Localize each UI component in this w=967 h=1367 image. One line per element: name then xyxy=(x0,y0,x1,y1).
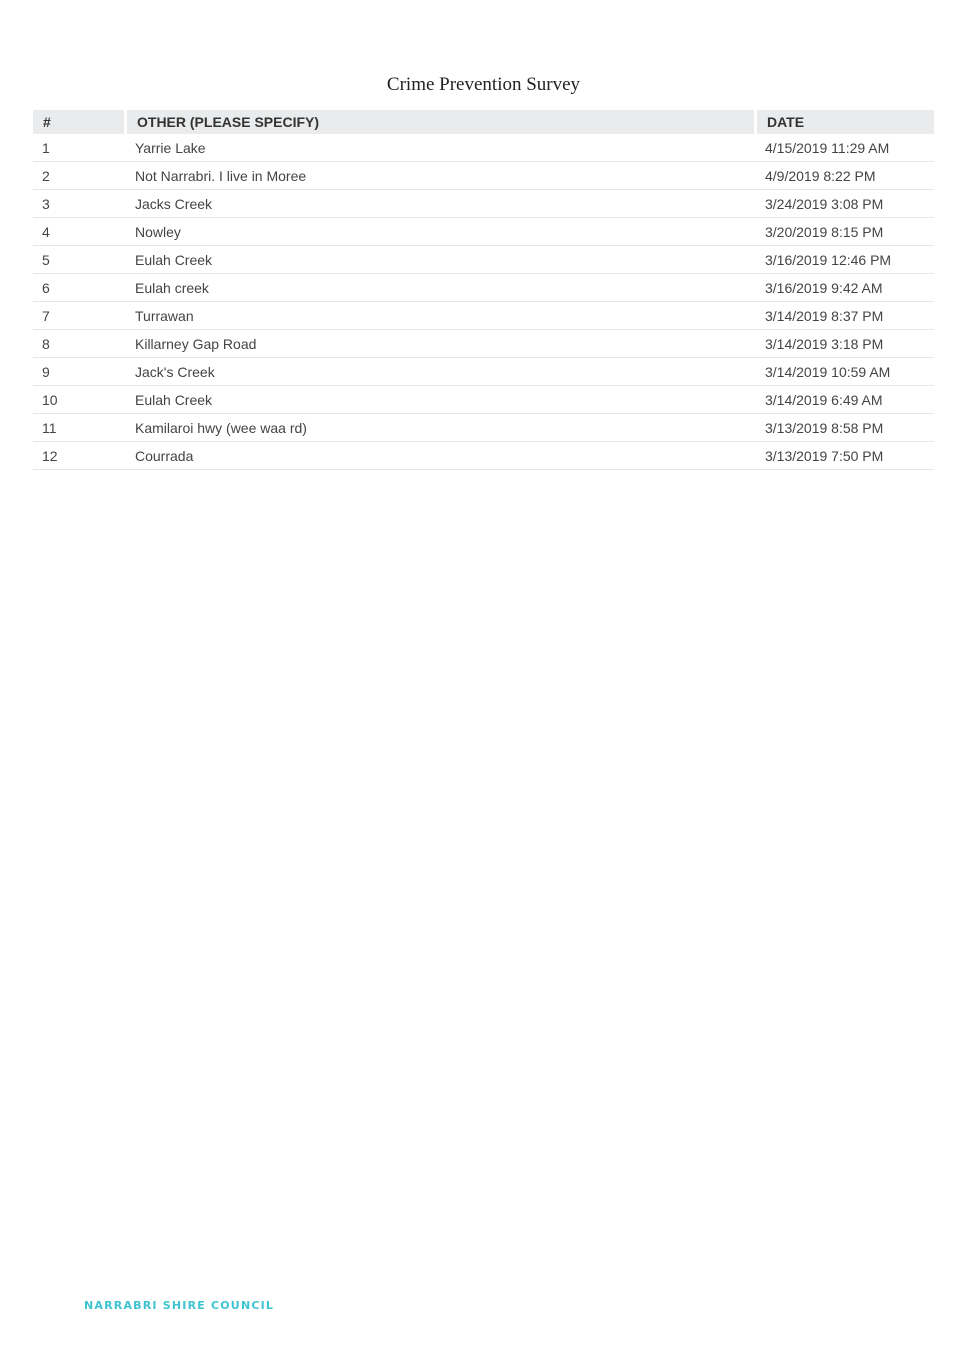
response-number: 2 xyxy=(33,162,124,190)
table-row xyxy=(33,162,934,190)
table-row xyxy=(33,218,934,246)
page-title: Crime Prevention Survey xyxy=(386,74,581,95)
response-other: Yarrie Lake xyxy=(124,134,754,162)
response-number: 4 xyxy=(33,218,124,246)
response-number: 1 xyxy=(33,134,124,162)
response-number: 8 xyxy=(33,330,124,358)
table-row xyxy=(33,274,934,302)
response-number: 9 xyxy=(33,358,124,386)
table-row xyxy=(33,358,934,386)
response-number: 10 xyxy=(33,386,124,414)
response-date: 3/20/2019 8:15 PM xyxy=(754,218,934,246)
council-brand-logo: NARRABRI SHIRE COUNCIL xyxy=(84,1299,275,1312)
response-other: Kamilaroi hwy (wee waa rd) xyxy=(124,414,754,442)
table-header-row xyxy=(33,110,934,134)
response-date: 3/14/2019 6:49 AM xyxy=(754,386,934,414)
response-number: 12 xyxy=(33,442,124,470)
table-row xyxy=(33,386,934,414)
response-date: 3/14/2019 3:18 PM xyxy=(754,330,934,358)
response-other: Not Narrabri. I live in Moree xyxy=(124,162,754,190)
response-number: 3 xyxy=(33,190,124,218)
column-header-date: DATE xyxy=(754,110,934,134)
response-date: 3/24/2019 3:08 PM xyxy=(754,190,934,218)
table-row xyxy=(33,190,934,218)
table-row xyxy=(33,246,934,274)
response-date: 3/13/2019 8:58 PM xyxy=(754,414,934,442)
survey-responses-table xyxy=(33,110,934,470)
response-date: 4/15/2019 11:29 AM xyxy=(754,134,934,162)
response-other: Turrawan xyxy=(124,302,754,330)
response-date: 3/14/2019 10:59 AM xyxy=(754,358,934,386)
response-date: 3/16/2019 12:46 PM xyxy=(754,246,934,274)
response-date: 4/9/2019 8:22 PM xyxy=(754,162,934,190)
response-date: 3/13/2019 7:50 PM xyxy=(754,442,934,470)
column-header-number: # xyxy=(33,110,124,134)
response-other: Eulah creek xyxy=(124,274,754,302)
response-other: Nowley xyxy=(124,218,754,246)
response-other: Killarney Gap Road xyxy=(124,330,754,358)
response-date: 3/14/2019 8:37 PM xyxy=(754,302,934,330)
response-other: Eulah Creek xyxy=(124,386,754,414)
response-other: Courrada xyxy=(124,442,754,470)
table-row xyxy=(33,302,934,330)
column-header-other: OTHER (PLEASE SPECIFY) xyxy=(124,110,754,134)
table-row xyxy=(33,330,934,358)
response-number: 7 xyxy=(33,302,124,330)
response-number: 6 xyxy=(33,274,124,302)
table-row xyxy=(33,414,934,442)
table-row xyxy=(33,134,934,162)
response-other: Eulah Creek xyxy=(124,246,754,274)
response-other: Jack's Creek xyxy=(124,358,754,386)
response-number: 11 xyxy=(33,414,124,442)
response-date: 3/16/2019 9:42 AM xyxy=(754,274,934,302)
response-other: Jacks Creek xyxy=(124,190,754,218)
response-number: 5 xyxy=(33,246,124,274)
table-row xyxy=(33,442,934,470)
